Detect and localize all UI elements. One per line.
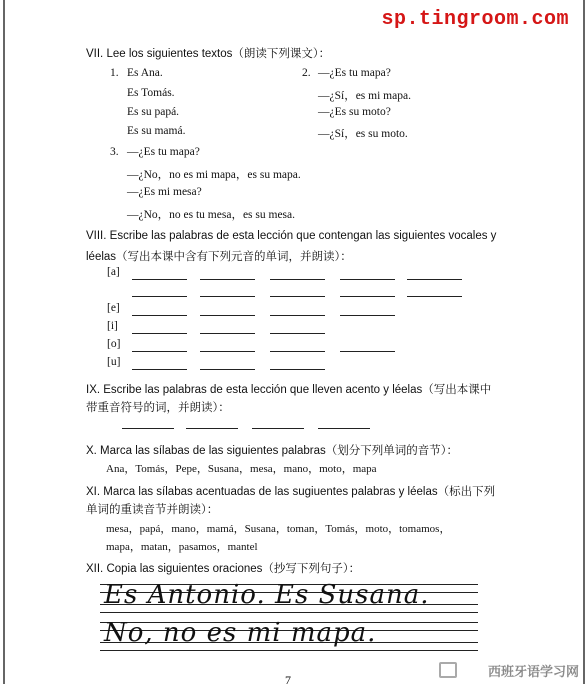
dialogue-1-number: 1. bbox=[110, 67, 119, 79]
section-vii-title: VII. Lee los siguientes textos（朗读下列课文）： bbox=[86, 48, 331, 60]
dialogue-1-line-2: Es Tomás. bbox=[127, 87, 175, 99]
dialogue-1-line-4: Es su mamá. bbox=[127, 125, 186, 137]
answer-blank[interactable] bbox=[200, 315, 255, 316]
answer-blank[interactable] bbox=[132, 279, 187, 280]
dialogue-1-line-3: Es su papá. bbox=[127, 106, 180, 118]
section-xi-title-line-1: XI. Marca las sílabas acentuadas de las sugiuentes palabras y léelas（标出下列 bbox=[86, 486, 496, 498]
answer-blank[interactable] bbox=[407, 296, 462, 297]
dialogue-2-number: 2. bbox=[302, 67, 311, 79]
answer-blank[interactable] bbox=[132, 296, 187, 297]
section-ix-title-line-1: IX. Escribe las palabras de esta lección que lleven acento y léelas（写出本课中 bbox=[86, 384, 492, 396]
page-number: 7 bbox=[285, 673, 291, 687]
answer-blank[interactable] bbox=[340, 351, 395, 352]
answer-blank[interactable] bbox=[270, 351, 325, 352]
dialogue-3-line-1: —¿Es tu mapa? bbox=[127, 146, 200, 158]
right-page-edge bbox=[583, 0, 585, 684]
cursive-sentence-2: No, no es mi mapa. bbox=[104, 618, 377, 648]
dialogue-1-line-1: Es Ana. bbox=[127, 67, 163, 79]
answer-blank[interactable] bbox=[270, 369, 325, 370]
answer-blank[interactable] bbox=[252, 428, 304, 429]
dialogue-2-line-4: —¿Sí，es su moto. bbox=[318, 128, 408, 140]
site-logo-icon bbox=[439, 662, 457, 678]
answer-blank[interactable] bbox=[200, 351, 255, 352]
answer-blank[interactable] bbox=[270, 279, 325, 280]
site-logo-text: 西班牙语学习网 bbox=[487, 665, 579, 680]
answer-blank[interactable] bbox=[132, 369, 187, 370]
dialogue-2-line-2: —¿Sí，es mi mapa. bbox=[318, 90, 411, 102]
section-xi-title-line-2: 单词的重读音节并朗读）： bbox=[86, 504, 219, 516]
answer-blank[interactable] bbox=[407, 279, 462, 280]
dialogue-2-line-1: —¿Es tu mapa? bbox=[318, 67, 391, 79]
section-xi-word-list-line-1: mesa，papá，mano，mamá，Susana，toman，Tomás，moto，tomamos， bbox=[106, 523, 451, 535]
answer-blank[interactable] bbox=[200, 333, 255, 334]
answer-blank[interactable] bbox=[270, 333, 325, 334]
left-page-edge bbox=[3, 0, 5, 684]
dialogue-3-line-2: —¿No，no es mi mapa，es su mapa. bbox=[127, 169, 301, 181]
handwriting-guideline bbox=[100, 650, 478, 651]
section-viii-title-line-1: VIII. Escribe las palabras de esta lección que contengan las siguientes vocales y bbox=[86, 230, 497, 242]
vowel-e-label: [e] bbox=[107, 302, 120, 314]
section-xi-word-list-line-2: mapa，matan，pasamos，mantel bbox=[106, 541, 258, 553]
answer-blank[interactable] bbox=[200, 279, 255, 280]
answer-blank[interactable] bbox=[200, 296, 255, 297]
answer-blank[interactable] bbox=[200, 369, 255, 370]
answer-blank[interactable] bbox=[340, 279, 395, 280]
section-viii-title-line-2: léelas（写出本课中含有下列元音的单词，并朗读）： bbox=[86, 251, 352, 263]
dialogue-3-line-3: —¿Es mi mesa? bbox=[127, 186, 202, 198]
answer-blank[interactable] bbox=[340, 296, 395, 297]
site-url-watermark: sp.tingroom.com bbox=[381, 8, 569, 31]
answer-blank[interactable] bbox=[318, 428, 370, 429]
dialogue-2-line-3: —¿Es su moto? bbox=[318, 106, 391, 118]
vowel-o-label: [o] bbox=[107, 338, 121, 350]
answer-blank[interactable] bbox=[122, 428, 174, 429]
answer-blank[interactable] bbox=[186, 428, 238, 429]
section-x-title: X. Marca las sílabas de las siguientes palabras（划分下列单词的音节）： bbox=[86, 445, 458, 457]
answer-blank[interactable] bbox=[132, 333, 187, 334]
answer-blank[interactable] bbox=[132, 351, 187, 352]
section-ix-title-line-2: 带重音符号的词，并朗读）： bbox=[86, 402, 230, 414]
vowel-a-label: [a] bbox=[107, 266, 120, 278]
vowel-u-label: [u] bbox=[107, 356, 121, 368]
dialogue-3-line-4: —¿No，no es tu mesa，es su mesa. bbox=[127, 209, 295, 221]
answer-blank[interactable] bbox=[270, 296, 325, 297]
section-x-word-list: Ana，Tomás，Pepe，Susana，mesa，mano，moto，mapa bbox=[106, 463, 377, 475]
dialogue-3-number: 3. bbox=[110, 146, 119, 158]
answer-blank[interactable] bbox=[132, 315, 187, 316]
handwriting-guideline bbox=[100, 612, 478, 613]
answer-blank[interactable] bbox=[270, 315, 325, 316]
vowel-i-label: [i] bbox=[107, 320, 118, 332]
answer-blank[interactable] bbox=[340, 315, 395, 316]
cursive-sentence-1: Es Antonio. Es Susana. bbox=[104, 580, 430, 610]
section-xii-title: XII. Copia las siguientes oraciones（抄写下列句子）： bbox=[86, 563, 361, 575]
